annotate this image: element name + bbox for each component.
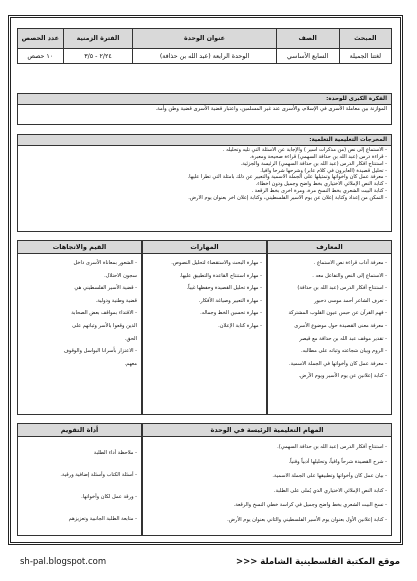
val-unit-title: الوحدة الرابعة (عبد الله بن حذافة) <box>133 49 276 64</box>
knowledge-item: - الروم وبيان شجاعته وثباته على مطالبه. <box>300 348 387 355</box>
task-item: - نسخ البيت الشعري بخط واضح وجميل في كراسة خطي النسخ والرقعة. <box>233 502 387 508</box>
col-unit-title: عنوان الوحدة <box>133 29 276 49</box>
outcome-item: - التمكن من إعداد وكتابة إعلان عن يوم الأسير الفلسطيني، وكتابة إعلان آخر بعنوان يوم الأرض. <box>188 194 387 201</box>
outcome-item: - استنتاج أفكار الدرس (عبد الله بن حذافة السهمي) الرئيسة والجزئية. <box>240 160 387 167</box>
outcome-item: - كتابة النص الإملائي الاختياري بخط واضح وجميل ودون أخطاء. <box>255 181 387 188</box>
skill-item: - مهارة كتابة الإعلان. <box>218 322 262 329</box>
outcome-item: - قراءة درس (عبد الله بن حذافة السهمي) قراءة صحيحة ومعبرة. <box>249 153 387 160</box>
big-idea-text: الموازنة بين معاملة الأسرى في الإسلام، والأسرى عند غير المسلمين، واعتبار قضية الأسرى قضية وطن وأمة. <box>155 106 387 112</box>
value-item: الذين وقعوا بالأسر وثباتهم على <box>72 322 137 329</box>
skill-item: - مهارة التعبير وصياغة الأفكار. <box>198 297 262 304</box>
value-item: - قضية الأسير الفلسطيني هي <box>74 285 137 292</box>
tasks-title: المهام التعليمية الرئيسة في الوحدة <box>143 424 391 437</box>
values-title: القيم والاتجاهات <box>18 241 141 254</box>
knowledge-item: - معرفة معنى القصيدة حول موضوع الأسرى <box>294 322 387 329</box>
big-idea-box <box>17 93 392 125</box>
knowledge-item: - الاستماع إلى النص والتفاعل معه . <box>312 272 387 279</box>
knowledge-item: - معرفة آداب قراءة نص الاستماع . <box>313 260 387 266</box>
knowledge-item: - فهم القرآن عن حبس عيون القلوب المشتركة <box>288 310 387 317</box>
knowledge-item: - تقدير موقف عبد الله بن حذافة مع قيصر <box>299 335 387 342</box>
header-table <box>17 28 392 64</box>
knowledge-item: - تعرف الشاعر أحمد موسى دحبور <box>314 297 387 304</box>
assessment-item: - أسئلة الكتاب وأسئلة إضافية ورقية. <box>60 472 137 478</box>
task-item: - شرح القصيدة شرحاً وافياً، وتحليلها أدبياً وفنياً. <box>288 458 387 465</box>
assessment-box <box>17 423 142 536</box>
col-sessions: عدد الحصص <box>18 29 64 49</box>
assessment-title: أداة التقويم <box>18 424 141 437</box>
value-item: قضية وطنية ودولية. <box>95 297 137 304</box>
skills-title: المهارات <box>143 241 266 254</box>
footer <box>20 552 400 572</box>
val-subject: لغتنا الجميلة <box>339 49 391 64</box>
outcome-item: - معرفة عمل كان وأخواتها وتمثيلها على الجملة الاسمية والتعبير عن ذلك بأمثلة التي تطرأ عليها. <box>187 174 387 181</box>
value-item: سجون الاحتلال. <box>104 272 137 279</box>
skill-item: - مهارة تحليل القصيدة وحفظها غيباً. <box>186 285 262 292</box>
col-grade: الصف <box>276 29 339 49</box>
skill-item: - مهارة استنتاج القاعدة والتطبيق عليها. <box>179 272 262 279</box>
big-idea-title: الفكرة الكبرى للوحدة: <box>18 94 391 105</box>
task-item: - استنتاج أفكار الدرس (عبد الله بن حذافة السهمي). <box>277 444 387 450</box>
skill-item: - مهارة تحسين الخط وجماله. <box>200 310 262 317</box>
skills-box <box>142 240 267 415</box>
outcomes-title: المخرجات التعليمية التعلمية: <box>18 135 391 146</box>
task-item: - كتابة إعلانين الأول بعنوان يوم الأسير الفلسطيني والثاني بعنوان يوم الأرض. <box>227 516 387 523</box>
outcome-item: - كتابة البيت الشعري بخط النسخ مرة، ومرة أخرى بخط الرقعة . <box>251 188 387 195</box>
assessment-item: - ملاحظة أداء الطلبة <box>93 450 137 456</box>
footer-site-name: موقع المكتبة الفلسطينية الشاملة <<< <box>235 557 400 567</box>
tasks-box <box>142 423 392 536</box>
val-sessions: ١٠ حصص <box>18 49 64 64</box>
knowledge-item: - استنتاج أفكار الدرس (عبد الله بن حذافة) <box>297 285 387 292</box>
task-item: - كتابة النص الإملائي الاختياري الذي يُملى على الطلبة. <box>273 487 387 494</box>
value-item: الحق. <box>124 335 137 342</box>
value-item: - الشعور بمعاناة الأسرى داخل <box>73 260 137 266</box>
knowledge-item: - معرفة عمل كان وأخواتها في الجملة الاسمية. <box>289 360 387 367</box>
skill-item: - مهارة البحث والاستقصاء لتحليل النصوص. <box>171 260 262 266</box>
knowledge-title: المعارف <box>268 241 391 254</box>
value-item: - الاقتداء بمواقف بعض الصحابة <box>71 310 137 317</box>
value-item: - الاعتزاز بأسرانا البواسل والوقوف <box>63 348 137 355</box>
val-grade: السابع الأساسي <box>276 49 339 64</box>
assessment-item: - ورقة عمل لكان وأخواتها. <box>81 494 137 500</box>
col-period: الفترة الزمنية <box>63 29 133 49</box>
value-item: معهم. <box>124 360 137 367</box>
outcomes-box <box>17 134 392 232</box>
task-item: - بيان عمل كان وأخواتها وتطبيقها على الجملة الاسمية. <box>272 473 387 479</box>
knowledge-item: - كتابة إعلانين عن يوم الأسير ويوم الأرض. <box>298 373 387 380</box>
val-period: ٢/٢٤ - ٣/٥ <box>63 49 133 64</box>
knowledge-box <box>267 240 392 415</box>
outcome-item: - تحليل قصيدة (العابرون في كلام عابر) وشرحها شرحاً وافياً. <box>260 167 387 174</box>
col-subject: المبحث <box>339 29 391 49</box>
outcome-item: - الاستماع إلى نص (من مذكرات أسير ) والإجابة عن الأسئلة التي تليه وتحليله . <box>222 147 387 153</box>
values-box <box>17 240 142 415</box>
assessment-item: - متابعة الطلبة الجانبية وتعزيزهم <box>68 516 137 522</box>
footer-url-link[interactable]: sh-pal.blogspot.com <box>20 557 107 567</box>
